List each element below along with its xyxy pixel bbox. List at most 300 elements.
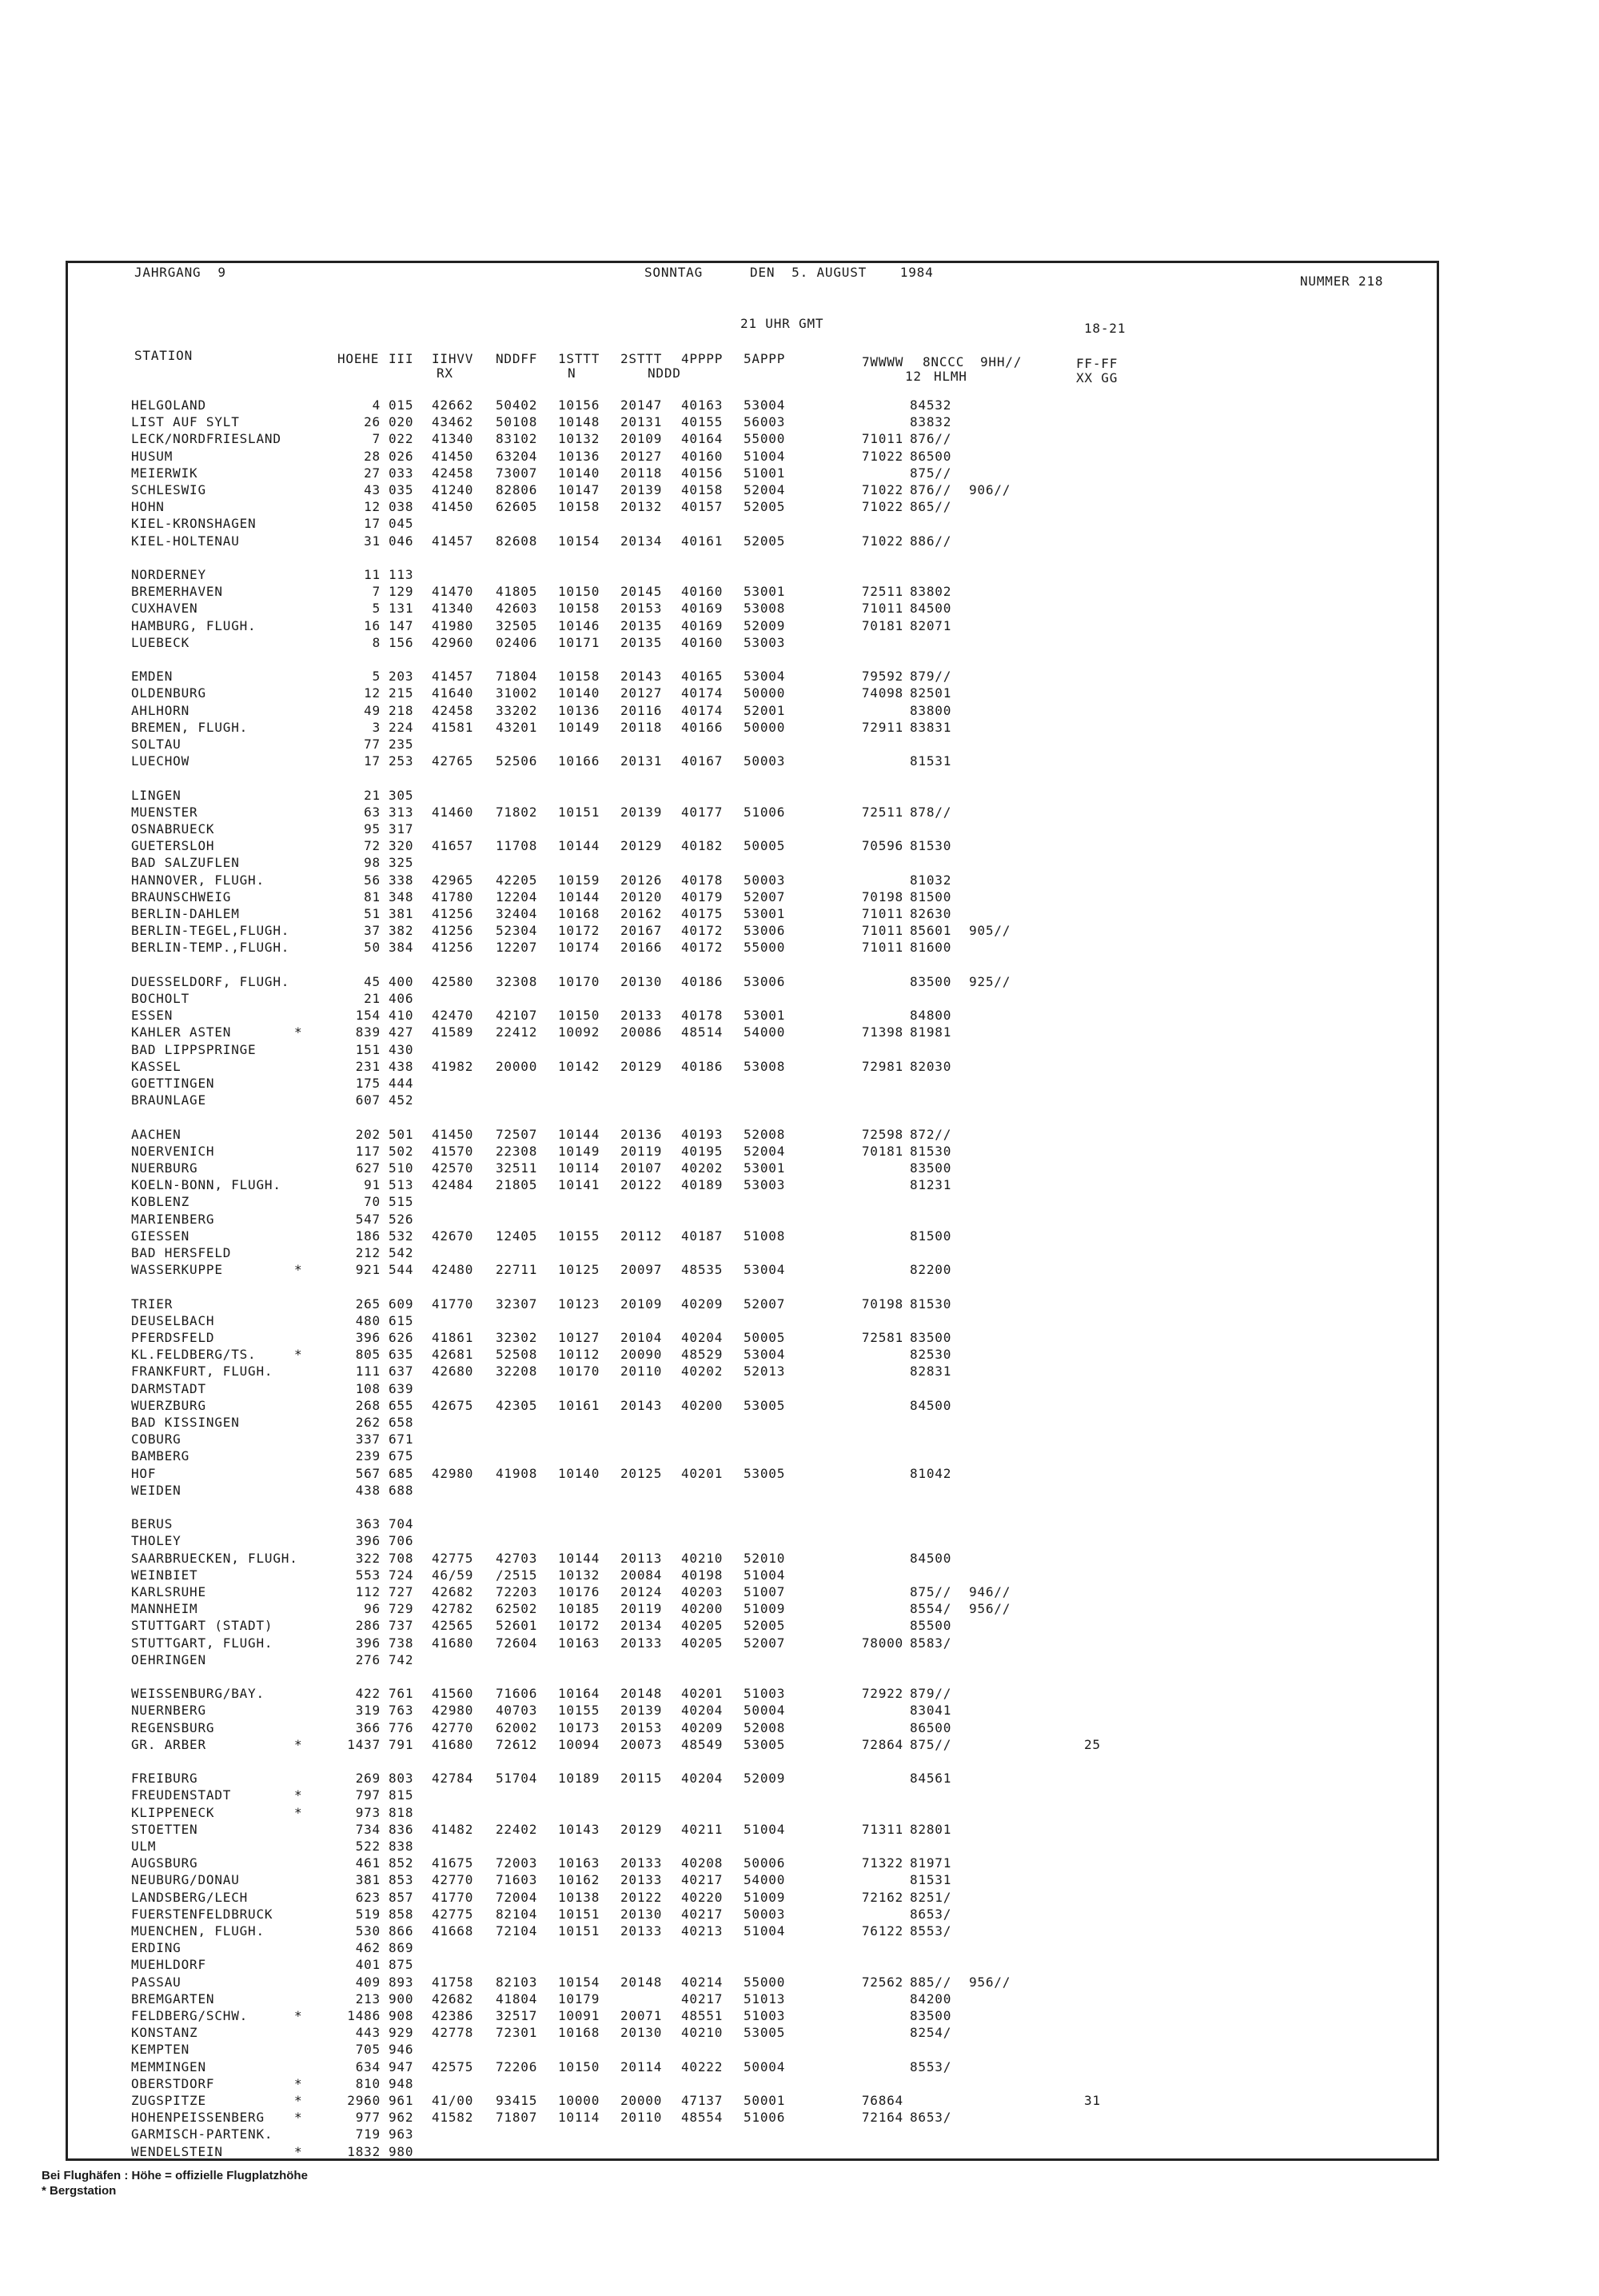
group-8nccc: 81971 [910, 1855, 952, 1871]
group-1sttt: 10140 [558, 465, 600, 481]
group-5appp: 55000 [744, 1974, 786, 1990]
group-8nccc: 82530 [910, 1347, 952, 1363]
station-name: PFERDSFELD [131, 1330, 215, 1345]
group-iihvv: 41457 [432, 533, 474, 549]
station-name: MUENSTER [131, 804, 198, 820]
group-9hh: 905// [969, 923, 1011, 939]
group-nddff: 51704 [496, 1771, 538, 1787]
group-4pppp: 40172 [681, 923, 724, 939]
group-8nccc: 8653/ [910, 1906, 952, 1922]
group-iihvv: 42680 [432, 1364, 474, 1380]
group-5appp: 54000 [744, 1024, 786, 1040]
group-nddff: 32208 [496, 1364, 538, 1380]
group-1sttt: 10150 [558, 584, 600, 600]
station-name: LECK/NORDFRIESLAND [131, 431, 281, 447]
group-8nccc: 81981 [910, 1024, 952, 1040]
group-4pppp: 40157 [681, 499, 724, 515]
station-name: OSNABRUECK [131, 821, 215, 837]
group-5appp: 52007 [744, 1635, 786, 1651]
footnote-mountain-station: * Bergstation [42, 2184, 117, 2198]
group-iihvv: 42960 [432, 634, 474, 650]
group-1sttt: 10125 [558, 1262, 600, 1278]
group-1sttt: 10156 [558, 397, 600, 413]
group-8nccc: 876// [910, 482, 952, 497]
station-name: GR. ARBER [131, 1736, 206, 1752]
station-id: 791 [389, 1736, 414, 1752]
station-height: 522 [355, 1839, 381, 1854]
station-height: 409 [355, 1974, 381, 1990]
group-1sttt: 10114 [558, 2110, 600, 2126]
col-iii: III [389, 351, 414, 366]
group-2sttt: 20153 [620, 601, 663, 617]
group-nddff: 12207 [496, 940, 538, 956]
station-name: OEHRINGEN [131, 1651, 206, 1667]
group-2sttt: 20133 [620, 1923, 663, 1939]
group-nddff: 22308 [496, 1143, 538, 1159]
group-5appp: 53005 [744, 1736, 786, 1752]
station-id: 515 [389, 1194, 414, 1210]
group-5appp: 52005 [744, 499, 786, 515]
station-id: 737 [389, 1618, 414, 1634]
group-5appp: 52009 [744, 1771, 786, 1787]
station-name: SOLTAU [131, 737, 181, 752]
station-name: LUECHOW [131, 753, 190, 769]
group-iihvv: 41450 [432, 499, 474, 515]
group-7wwww: 79592 [861, 669, 903, 685]
station-name: HOF [131, 1465, 157, 1481]
station-height: 31 [364, 533, 381, 549]
group-1sttt: 10147 [558, 482, 600, 497]
station-id: 875 [389, 1957, 414, 1973]
group-1sttt: 10142 [558, 1058, 600, 1074]
station-height: 96 [364, 1601, 381, 1617]
group-4pppp: 40156 [681, 465, 724, 481]
group-2sttt: 20097 [620, 1262, 663, 1278]
group-1sttt: 10154 [558, 533, 600, 549]
group-1sttt: 10144 [558, 838, 600, 854]
station-height: 805 [355, 1347, 381, 1363]
group-9hh: 946// [969, 1584, 1011, 1599]
group-nddff: 20000 [496, 1058, 538, 1074]
station-height: 4 [372, 397, 381, 413]
group-8nccc: 85601 [910, 923, 952, 939]
group-5appp: 54000 [744, 1872, 786, 1888]
group-4pppp: 40217 [681, 1991, 724, 2007]
group-2sttt: 20109 [620, 1296, 663, 1312]
station-name: BERLIN-TEGEL,FLUGH. [131, 923, 290, 939]
group-4pppp: 48514 [681, 1024, 724, 1040]
station-id: 020 [389, 414, 414, 430]
group-nddff: 52506 [496, 753, 538, 769]
station-name: OBERSTDORF [131, 2075, 215, 2091]
station-height: 810 [355, 2075, 381, 2091]
group-nddff: 71603 [496, 1872, 538, 1888]
station-id: 615 [389, 1312, 414, 1328]
group-8nccc: 83500 [910, 1160, 952, 1176]
col-nddd: NDDD [648, 365, 681, 381]
station-id: 235 [389, 737, 414, 752]
group-1sttt: 10155 [558, 1703, 600, 1719]
station-id: 609 [389, 1296, 414, 1312]
station-height: 553 [355, 1567, 381, 1583]
group-4pppp: 40163 [681, 397, 724, 413]
group-iihvv: 41457 [432, 669, 474, 685]
col-2sttt: 2STTT [620, 351, 663, 366]
group-nddff: 71804 [496, 669, 538, 685]
group-2sttt: 20139 [620, 482, 663, 497]
station-height: 443 [355, 2025, 381, 2041]
jahrgang-label: JAHRGANG 9 [134, 265, 226, 280]
station-height: 231 [355, 1058, 381, 1074]
station-id: 857 [389, 1889, 414, 1905]
station-id: 313 [389, 804, 414, 820]
group-4pppp: 40175 [681, 906, 724, 921]
group-nddff: 11708 [496, 838, 538, 854]
group-8nccc: 875// [910, 1584, 952, 1599]
group-2sttt: 20084 [620, 1567, 663, 1583]
group-5appp: 52013 [744, 1364, 786, 1380]
group-8nccc: 876// [910, 431, 952, 447]
group-nddff: 72206 [496, 2058, 538, 2074]
group-7wwww: 72511 [861, 584, 903, 600]
group-2sttt: 20143 [620, 669, 663, 685]
station-id: 113 [389, 567, 414, 582]
group-1sttt: 10154 [558, 1974, 600, 1990]
station-height: 95 [364, 821, 381, 837]
station-height: 45 [364, 973, 381, 989]
station-height: 530 [355, 1923, 381, 1939]
group-nddff: 72003 [496, 1855, 538, 1871]
station-height: 396 [355, 1635, 381, 1651]
station-name: STOETTEN [131, 1821, 198, 1837]
group-1sttt: 10171 [558, 634, 600, 650]
group-8nccc: 879// [910, 1686, 952, 1702]
group-1sttt: 10091 [558, 2008, 600, 2023]
station-id: 325 [389, 855, 414, 871]
group-1sttt: 10174 [558, 940, 600, 956]
group-4pppp: 40209 [681, 1296, 724, 1312]
station-height: 212 [355, 1245, 381, 1260]
station-height: 839 [355, 1024, 381, 1040]
group-iihvv: 41770 [432, 1889, 474, 1905]
station-height: 268 [355, 1397, 381, 1413]
group-8nccc: 81531 [910, 753, 952, 769]
station-id: 526 [389, 1211, 414, 1227]
group-4pppp: 40200 [681, 1601, 724, 1617]
group-2sttt: 20166 [620, 940, 663, 956]
station-height: 461 [355, 1855, 381, 1871]
group-iihvv: 42681 [432, 1347, 474, 1363]
station-id: 406 [389, 991, 414, 1006]
group-4pppp: 40165 [681, 669, 724, 685]
group-5appp: 51007 [744, 1584, 786, 1599]
station-height: 49 [364, 702, 381, 718]
group-2sttt: 20136 [620, 1126, 663, 1142]
group-iihvv: 41340 [432, 601, 474, 617]
station-height: 322 [355, 1550, 381, 1566]
group-5appp: 52005 [744, 533, 786, 549]
station-name: AUGSBURG [131, 1855, 198, 1871]
group-5appp: 53003 [744, 634, 786, 650]
station-name: HOHENPEISSENBERG [131, 2110, 265, 2126]
group-4pppp: 40169 [681, 617, 724, 633]
group-1sttt: 10149 [558, 719, 600, 735]
group-5appp: 51006 [744, 804, 786, 820]
station-id: 430 [389, 1041, 414, 1057]
station-name: ERDING [131, 1940, 181, 1956]
group-8nccc: 83800 [910, 702, 952, 718]
group-8nccc: 83041 [910, 1703, 952, 1719]
group-8nccc: 86500 [910, 1719, 952, 1735]
station-name: HAMBURG, FLUGH. [131, 617, 257, 633]
group-iihvv: 41582 [432, 2110, 474, 2126]
station-height: 63 [364, 804, 381, 820]
station-id: 948 [389, 2075, 414, 2091]
station-id: 658 [389, 1415, 414, 1430]
station-id: 026 [389, 448, 414, 464]
group-4pppp: 40189 [681, 1177, 724, 1193]
group-4pppp: 40169 [681, 601, 724, 617]
station-name: NUERBURG [131, 1160, 198, 1176]
station-id: 253 [389, 753, 414, 769]
group-4pppp: 40204 [681, 1771, 724, 1787]
group-2sttt: 20119 [620, 1143, 663, 1159]
group-4pppp: 40174 [681, 702, 724, 718]
station-id: 961 [389, 2093, 414, 2108]
group-2sttt: 20109 [620, 431, 663, 447]
station-height: 186 [355, 1228, 381, 1244]
group-4pppp: 47137 [681, 2093, 724, 2108]
group-2sttt: 20147 [620, 397, 663, 413]
group-7wwww: 71398 [861, 1024, 903, 1040]
group-8nccc: 82831 [910, 1364, 952, 1380]
station-name: BREMERHAVEN [131, 584, 223, 600]
group-4pppp: 40166 [681, 719, 724, 735]
group-2sttt: 20116 [620, 702, 663, 718]
group-iihvv: 42965 [432, 872, 474, 888]
group-2sttt: 20126 [620, 872, 663, 888]
group-5appp: 50006 [744, 1855, 786, 1871]
station-name: NUERNBERG [131, 1703, 206, 1719]
station-height: 462 [355, 1940, 381, 1956]
group-7wwww: 72864 [861, 1736, 903, 1752]
group-1sttt: 10162 [558, 1872, 600, 1888]
group-4pppp: 40222 [681, 2058, 724, 2074]
group-nddff: 50402 [496, 397, 538, 413]
group-8nccc: 84500 [910, 1550, 952, 1566]
station-id: 320 [389, 838, 414, 854]
group-1sttt: 10114 [558, 1160, 600, 1176]
group-5appp: 51004 [744, 1567, 786, 1583]
group-2sttt: 20139 [620, 1703, 663, 1719]
group-nddff: 72004 [496, 1889, 538, 1905]
group-1sttt: 10161 [558, 1397, 600, 1413]
group-4pppp: 40209 [681, 1719, 724, 1735]
col-5appp: 5APPP [744, 351, 786, 366]
group-4pppp: 40182 [681, 838, 724, 854]
group-nddff: 73007 [496, 465, 538, 481]
station-name: KL.FELDBERG/TS. [131, 1347, 257, 1363]
group-5appp: 53005 [744, 2025, 786, 2041]
station-name: KEMPTEN [131, 2042, 190, 2058]
station-name: GIESSEN [131, 1228, 190, 1244]
group-nddff: 42703 [496, 1550, 538, 1566]
station-id: 542 [389, 1245, 414, 1260]
group-4pppp: 40217 [681, 1906, 724, 1922]
group-7wwww: 71311 [861, 1821, 903, 1837]
group-4pppp: 48535 [681, 1262, 724, 1278]
group-nddff: 12405 [496, 1228, 538, 1244]
station-id: 218 [389, 702, 414, 718]
station-height: 977 [355, 2110, 381, 2126]
group-7wwww: 78000 [861, 1635, 903, 1651]
group-iihvv: 42682 [432, 1991, 474, 2007]
group-4pppp: 40198 [681, 1567, 724, 1583]
station-height: 154 [355, 1008, 381, 1024]
station-name: MEIERWIK [131, 465, 198, 481]
station-name: LINGEN [131, 787, 181, 803]
station-height: 72 [364, 838, 381, 854]
group-iihvv: 42565 [432, 1618, 474, 1634]
group-7wwww: 71022 [861, 482, 903, 497]
group-2sttt: 20113 [620, 1550, 663, 1566]
station-height: 5 [372, 669, 381, 685]
station-id: 706 [389, 1533, 414, 1549]
station-height: 239 [355, 1448, 381, 1464]
group-5appp: 52004 [744, 1143, 786, 1159]
group-2sttt: 20135 [620, 634, 663, 650]
mountain-station-mark: * [294, 1804, 303, 1820]
group-4pppp: 40201 [681, 1465, 724, 1481]
station-id: 946 [389, 2042, 414, 2058]
station-height: 719 [355, 2126, 381, 2142]
group-iihvv: 42570 [432, 1160, 474, 1176]
station-height: 396 [355, 1533, 381, 1549]
group-5appp: 53004 [744, 669, 786, 685]
mountain-station-mark: * [294, 2143, 303, 2159]
group-2sttt: 20133 [620, 1855, 663, 1871]
station-height: 56 [364, 872, 381, 888]
group-iihvv: 42782 [432, 1601, 474, 1617]
group-5appp: 51013 [744, 1991, 786, 2007]
station-id: 704 [389, 1516, 414, 1532]
station-id: 510 [389, 1160, 414, 1176]
station-name: GOETTINGEN [131, 1076, 215, 1091]
group-1sttt: 10159 [558, 872, 600, 888]
station-id: 129 [389, 584, 414, 600]
group-iihvv: 41240 [432, 482, 474, 497]
group-7wwww: 70181 [861, 1143, 903, 1159]
station-height: 81 [364, 888, 381, 904]
group-8nccc: 82501 [910, 685, 952, 701]
station-id: 724 [389, 1567, 414, 1583]
group-2sttt: 20000 [620, 2093, 663, 2108]
group-4pppp: 48554 [681, 2110, 724, 2126]
group-nddff: 22711 [496, 1262, 538, 1278]
group-1sttt: 10127 [558, 1330, 600, 1345]
station-name: NEUBURG/DONAU [131, 1872, 240, 1888]
group-1sttt: 10168 [558, 2025, 600, 2041]
group-2sttt: 20115 [620, 1771, 663, 1787]
group-5appp: 53005 [744, 1397, 786, 1413]
group-nddff: 42603 [496, 601, 538, 617]
group-8nccc: 886// [910, 533, 952, 549]
group-5appp: 53005 [744, 1465, 786, 1481]
group-8nccc: 879// [910, 669, 952, 685]
group-iihvv: 41980 [432, 617, 474, 633]
group-1sttt: 10166 [558, 753, 600, 769]
group-4pppp: 40195 [681, 1143, 724, 1159]
group-4pppp: 40203 [681, 1584, 724, 1599]
col-iihvv: IIHVV [432, 351, 474, 366]
group-1sttt: 10148 [558, 414, 600, 430]
group-7wwww: 76122 [861, 1923, 903, 1939]
station-name: SCHLESWIG [131, 482, 206, 497]
group-iihvv: 42670 [432, 1228, 474, 1244]
station-id: 729 [389, 1601, 414, 1617]
group-5appp: 52008 [744, 1126, 786, 1142]
station-name: BERLIN-DAHLEM [131, 906, 240, 921]
group-5appp: 53001 [744, 906, 786, 921]
group-iihvv: 41680 [432, 1736, 474, 1752]
group-4pppp: 40160 [681, 634, 724, 650]
group-nddff: 32308 [496, 973, 538, 989]
group-7wwww: 72162 [861, 1889, 903, 1905]
station-id: 900 [389, 1991, 414, 2007]
station-id: 671 [389, 1432, 414, 1447]
group-5appp: 51003 [744, 1686, 786, 1702]
group-7wwww: 72922 [861, 1686, 903, 1702]
station-height: 91 [364, 1177, 381, 1193]
group-8nccc: 81231 [910, 1177, 952, 1193]
station-name: LUEBECK [131, 634, 190, 650]
group-5appp: 52001 [744, 702, 786, 718]
group-iihvv: 41581 [432, 719, 474, 735]
group-nddff: 41805 [496, 584, 538, 600]
station-height: 381 [355, 1872, 381, 1888]
station-height: 607 [355, 1092, 381, 1108]
station-id: 803 [389, 1771, 414, 1787]
station-name: FREUDENSTADT [131, 1787, 232, 1803]
station-height: 319 [355, 1703, 381, 1719]
group-2sttt: 20125 [620, 1465, 663, 1481]
group-2sttt: 20110 [620, 1364, 663, 1380]
group-5appp: 50003 [744, 1906, 786, 1922]
col-9hh: 9HH// [980, 354, 1023, 369]
col-4pppp: 4PPPP [681, 351, 724, 366]
station-name: AHLHORN [131, 702, 190, 718]
group-8nccc: 81530 [910, 1296, 952, 1312]
group-5appp: 50001 [744, 2093, 786, 2108]
group-iihvv: 42765 [432, 753, 474, 769]
group-iihvv: 41680 [432, 1635, 474, 1651]
station-id: 384 [389, 940, 414, 956]
station-id: 038 [389, 499, 414, 515]
station-height: 1832 [347, 2143, 381, 2159]
group-8nccc: 81530 [910, 838, 952, 854]
group-iihvv: 41/00 [432, 2093, 474, 2108]
station-height: 51 [364, 906, 381, 921]
group-8nccc: 865// [910, 499, 952, 515]
group-iihvv: 41861 [432, 1330, 474, 1345]
station-name: BAD SALZUFLEN [131, 855, 240, 871]
group-4pppp: 40155 [681, 414, 724, 430]
group-2sttt: 20112 [620, 1228, 663, 1244]
group-7wwww: 71322 [861, 1855, 903, 1871]
group-4pppp: 40187 [681, 1228, 724, 1244]
group-2sttt: 20139 [620, 804, 663, 820]
station-id: 908 [389, 2008, 414, 2023]
